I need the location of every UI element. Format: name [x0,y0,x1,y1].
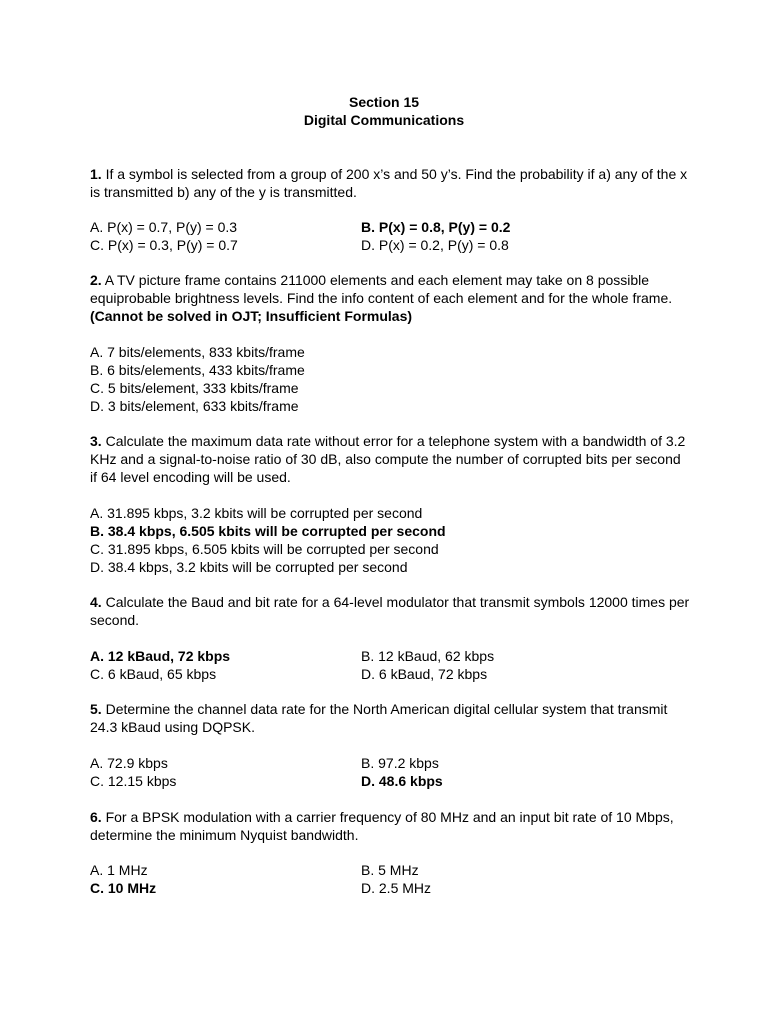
option-1a: A. P(x) = 0.7, P(y) = 0.3 [90,219,238,235]
option-5c: C. 12.15 kbps [90,773,177,789]
option-3d: D. 38.4 kbps, 3.2 kbits will be corrupted per second [90,559,408,575]
option-4c: C. 6 kBaud, 65 kbps [90,666,217,682]
option-2d: D. 3 bits/element, 633 kbits/frame [90,398,299,414]
option-6c-correct: C. 10 MHz [90,880,157,896]
question-text: For a BPSK modulation with a carrier frequency of 80 MHz and an input bit rate of 10 Mbps, determine the minimum Nyquist bandwidth. [90,809,674,843]
question-number: 1. [90,166,102,182]
option-5b: B. 97.2 kbps [361,755,439,771]
question-text: If a symbol is selected from a group of 200 x’s and 50 y’s. Find the probability if a) any of the x is transmitted b) any of the y is transmitted. [90,166,688,200]
option-6a: A. 1 MHz [90,862,148,878]
question-number: 3. [90,433,102,449]
option-2b: B. 6 bits/elements, 433 kbits/frame [90,362,305,378]
option-1b-correct: B. P(x) = 0.8, P(y) = 0.2 [361,219,511,235]
question-text: Calculate the maximum data rate without error for a telephone system with a bandwidth of 3.2 KHz and a signal-to-noise ratio of 30 dB, also compute the number of corrupted bits per second if 64 level encoding will be used. [90,433,686,485]
question-number: 5. [90,701,102,717]
question-number: 4. [90,594,102,610]
question-number: 2. [90,272,102,288]
question-number: 6. [90,809,102,825]
question-text: Determine the channel data rate for the North American digital cellular system that transmit 24.3 kBaud using DQPSK. [90,701,668,735]
question-text: A TV picture frame contains 211000 elements and each element may take on 8 possible equiprobable brightness levels. Find the info content of each element and for the whole frame. [90,272,673,306]
question-1 [90,165,690,201]
option-6d: D. 2.5 MHz [361,880,432,896]
section-heading: Section 15 [348,94,420,110]
option-3a: A. 31.895 kbps, 3.2 kbits will be corrupted per second [90,505,423,521]
option-2a: A. 7 bits/elements, 833 kbits/frame [90,344,305,360]
option-1d: D. P(x) = 0.2, P(y) = 0.8 [361,237,509,253]
option-1c: C. P(x) = 0.3, P(y) = 0.7 [90,237,238,253]
option-5a: A. 72.9 kbps [90,755,168,771]
option-2c: C. 5 bits/element, 333 kbits/frame [90,380,299,396]
question-5 [90,700,690,736]
question-4 [90,593,690,629]
question-2 [90,271,690,325]
option-4d: D. 6 kBaud, 72 kbps [361,666,488,682]
option-5d-correct: D. 48.6 kbps [361,773,443,789]
page-title: Digital Communications [303,112,465,128]
question-text: Calculate the Baud and bit rate for a 64-level modulator that transmit symbols 12000 times per second. [90,594,690,628]
option-4a-correct: A. 12 kBaud, 72 kbps [90,648,231,664]
question-6 [90,808,690,844]
option-3b-correct: B. 38.4 kbps, 6.505 kbits will be corrupted per second [90,523,446,539]
option-4b: B. 12 kBaud, 62 kbps [361,648,495,664]
question-3 [90,432,690,486]
option-6b: B. 5 MHz [361,862,419,878]
option-3c: C. 31.895 kbps, 6.505 kbits will be corrupted per second [90,541,439,557]
question-note: (Cannot be solved in OJT; Insufficient Formulas) [90,308,413,324]
